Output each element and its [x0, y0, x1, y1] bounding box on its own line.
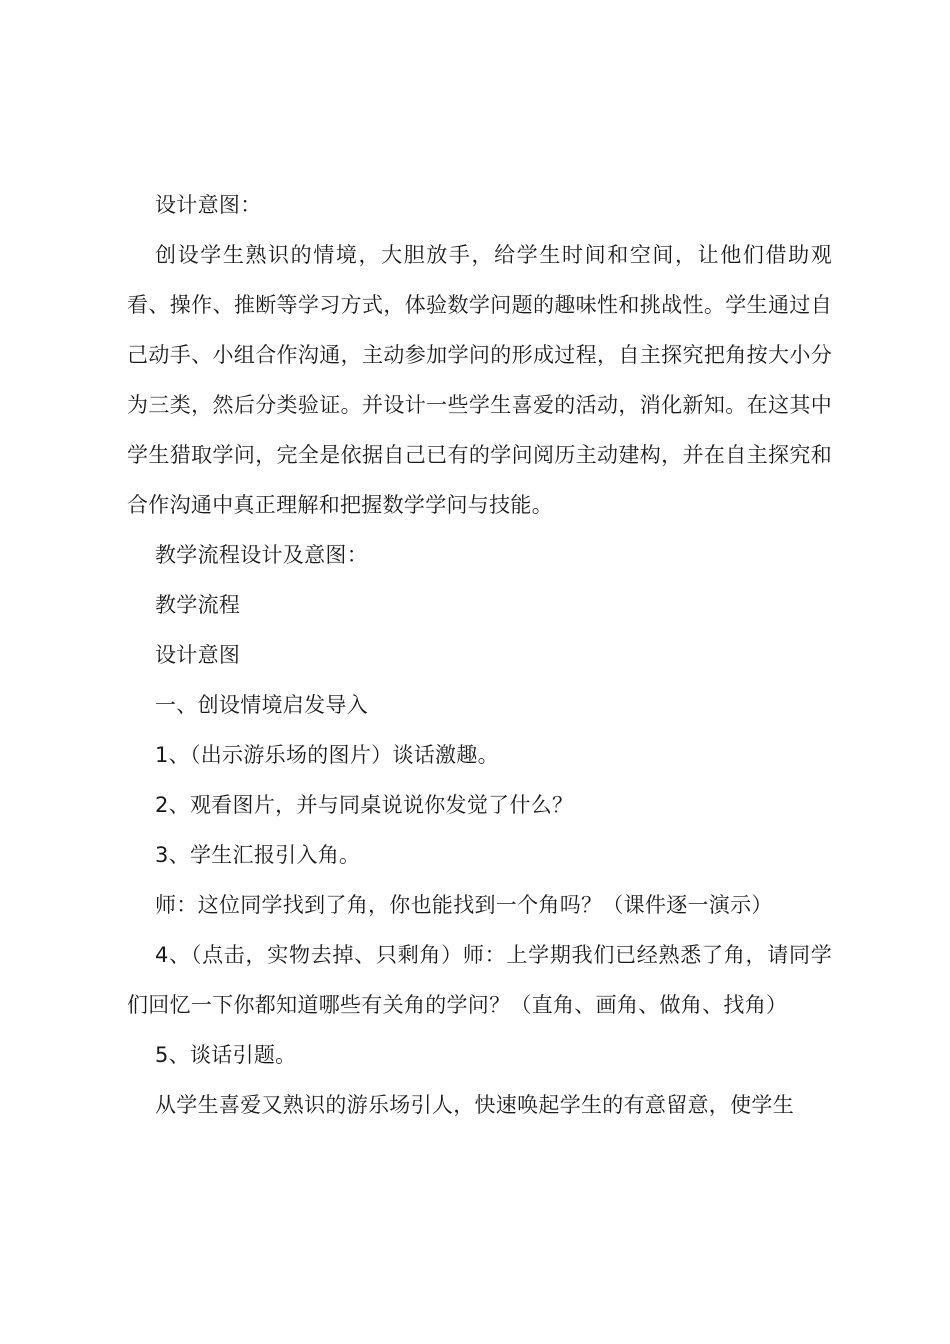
document-body: [127, 180, 832, 1130]
heading-teaching-flow-design: 教学流程设计及意图：: [155, 543, 368, 567]
paragraph-design-intent-body: 创设学生熟识的情境，大胆放手，给学生时间和空间，让他们借助观看、操作、推断等学习方式，体验数学问题的趣味性和挑战性。学生通过自己动手、小组合作沟通，主动参加学问的形成过程，自主探究把角按大小分为三类，然后分类验证。并设计一些学生喜爱的活动，消化新知。在这其中学生猎取学问，完全是依据自己已有的学问阅历主动建构，并在自主探究和合作沟通中真正理解和把握数学学问与技能。: [127, 243, 832, 517]
teacher-line: 师：这位同学找到了角，你也能找到一个角吗？（课件逐一演示）: [155, 893, 773, 917]
paragraph-intro-rationale: 从学生喜爱又熟识的游乐场引人，快速唤起学生的有意留意，使学生: [155, 1093, 794, 1117]
heading-design-intent: 设计意图：: [155, 193, 262, 217]
list-item-5: 5、谈话引题。: [155, 1043, 297, 1067]
list-item-2: 2、观看图片，并与同桌说说你发觉了什么？: [155, 793, 574, 817]
list-item-3: 3、学生汇报引入角。: [155, 843, 361, 867]
label-teaching-flow: 教学流程: [155, 593, 241, 617]
list-item-4: 4、（点击，实物去掉、只剩角）师：上学期我们已经熟悉了角，请同学们回忆一下你都知道哪些有关角的学问？（直角、画角、做角、找角）: [127, 943, 832, 1017]
section-heading-one: 一、创设情境启发导入: [155, 693, 368, 717]
list-item-1: 1、（出示游乐场的图片）谈话激趣。: [155, 743, 499, 767]
label-design-intent: 设计意图: [155, 643, 241, 667]
